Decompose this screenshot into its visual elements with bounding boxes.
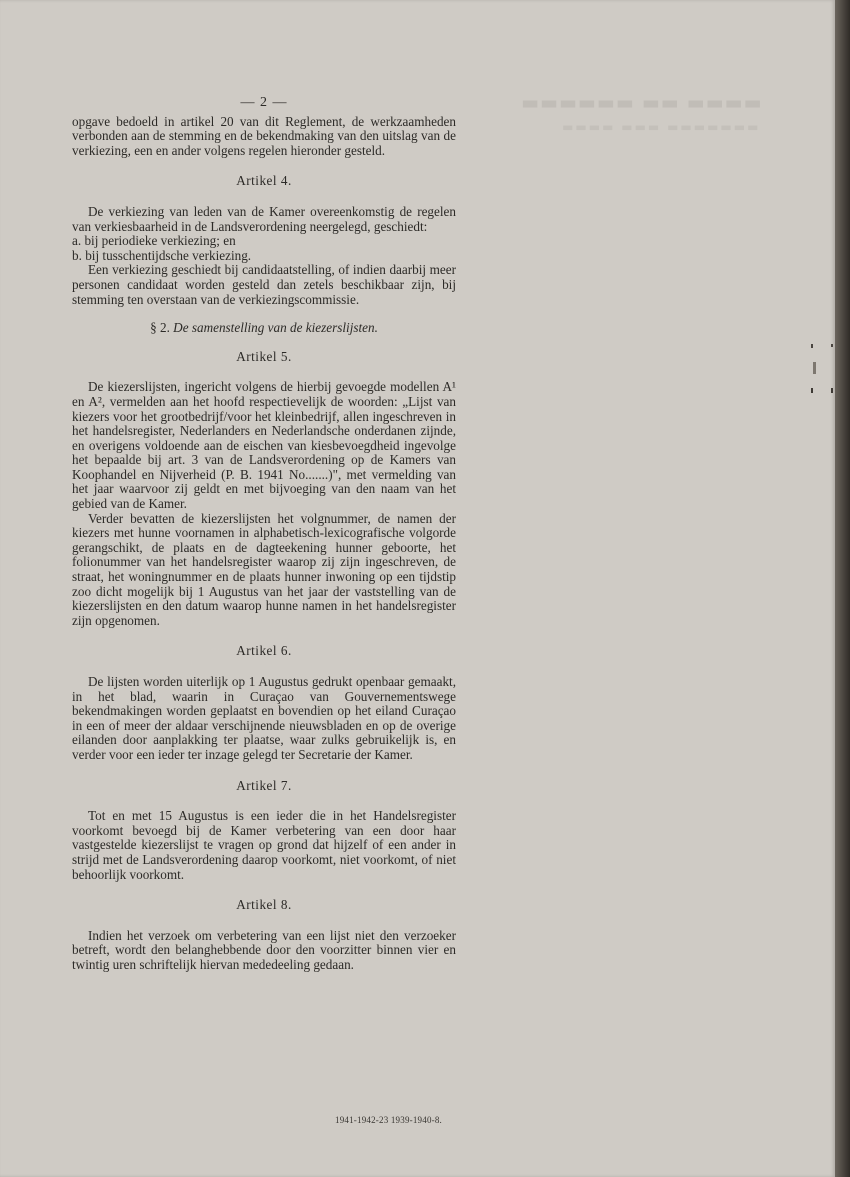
artikel-5-heading: Artikel 5. — [236, 348, 292, 364]
printer-code: 1941-1942-23 1939-1940-8. — [335, 1115, 442, 1125]
artikel-4-heading: Artikel 4. — [236, 173, 292, 189]
artikel-8-heading: Artikel 8. — [236, 897, 292, 913]
artikel-5-paragraph-2: Verder bevatten de kiezerslijsten het volgnummer, de namen der kiezers met hunne voornamen in alphabetisch-lexicografische volgorde gerangschikt, de plaats en de dagteekening hunner geboorte, het folionummer van het handelsregister waarop zij zijn ingeschreven, de straat, het woningnummer en de plaats hunner inwoning op een tijdstip zoo dicht mogelijk bij 1 Augustus van het jaar der vaststelling van de kiezerslijsten en den datum waarop hunne namen in het handelsregister zijn opgenomen. — [72, 510, 456, 628]
intro-paragraph: opgave bedoeld in artikel 20 van dit Reglement, de werkzaamheden verbonden aan de stemming en de bekendmaking van den uitslag van de verkiezing, een en ander volgens regelen hieronder gesteld. — [72, 113, 456, 158]
artikel-5-paragraph-1: De kiezerslijsten, ingericht volgens de hierbij gevoegde modellen A¹ en A², vermelden aan het hoofd respectievelijk de woorden: „Lijst van kiezers voor het grootbedrijf/voor het kleinbedrijf, allen ingeschreven in het handelsregister, Nederlanders en Nederlandsche onderdanen zijnde, en overigens voldoende aan de eischen van kiesbevoegdheid ingevolge het bepaalde bij art. 3 van de Landsverordening op de Kamers van Koophandel en Nijverheid (P. B. 1941 No.......)", met vermelding van het jaar waarvoor zij geldt en met bijvoeging van den naam van het gebied van de Kamer. — [72, 379, 456, 512]
artikel-4-item-a: a. bij periodieke verkiezing; en — [72, 233, 236, 249]
show-through-ghost-text: ▬▬▬▬ ▬▬ ▬▬▬▬▬▬ — [520, 92, 762, 114]
artikel-8-paragraph-1: Indien het verzoek om verbetering van een lijst niet den verzoeker betreft, wordt den belanghebbende door den voorzitter binnen vier en twintig uren schriftelijk hiervan mededeeling gedaan. — [72, 927, 456, 972]
page-number: — 2 — — [240, 95, 288, 110]
artikel-4-paragraph-1: De verkiezing van leden van de Kamer overeenkomstig de regelen van verkiesbaarheid in de Landsverordening neergelegd, geschiedt: — [72, 203, 456, 234]
section-2-number: § 2. — [150, 320, 170, 336]
artikel-7-heading: Artikel 7. — [236, 777, 292, 793]
artikel-7-paragraph-1: Tot en met 15 Augustus is een ieder die in het Handelsregister voorkomt bevoegd bij de Kamer verbetering van een door haar vastgestelde kiezerslijst te vragen op grond dat hijzelf of een ander in strijd met de Landsverordening daarop voorkomt, niet voorkomt, of niet behoorlijk voorkomt. — [72, 808, 456, 882]
artikel-6-heading: Artikel 6. — [236, 643, 292, 659]
page-edge — [835, 0, 850, 1177]
show-through-ghost-text-small: ▬▬▬▬▬▬▬ ▬▬▬ ▬▬▬▬ — [560, 120, 759, 134]
artikel-4-item-b: b. bij tusschentijdsche verkiezing. — [72, 247, 252, 263]
artikel-4-paragraph-2: Een verkiezing geschiedt bij candidaatstelling, of indien daarbij meer personen candidaat worden gesteld dan zetels beschikbaar zijn, bij stemming ten overstaan van de verkiezingscommissie. — [72, 262, 456, 307]
artikel-6-paragraph-1: De lijsten worden uiterlijk op 1 Augustus gedrukt openbaar gemaakt, in het blad, waarin in Curaçao van Gouvernementswege bekendmakingen worden geplaatst en bovendien op het eiland Curaçao in een of meer der aldaar verschijnende nieuwsbladen en op de overige eilanden door aanplakking ter plaatse, waar zulks gebruikelijk is, en verder voor een ieder ter inzage gelegd ter Secretarie der Kamer. — [72, 674, 456, 762]
section-2-title: De samenstelling van de kiezerslijsten. — [173, 320, 378, 336]
section-2-heading — [72, 321, 456, 336]
document-body — [72, 96, 456, 973]
